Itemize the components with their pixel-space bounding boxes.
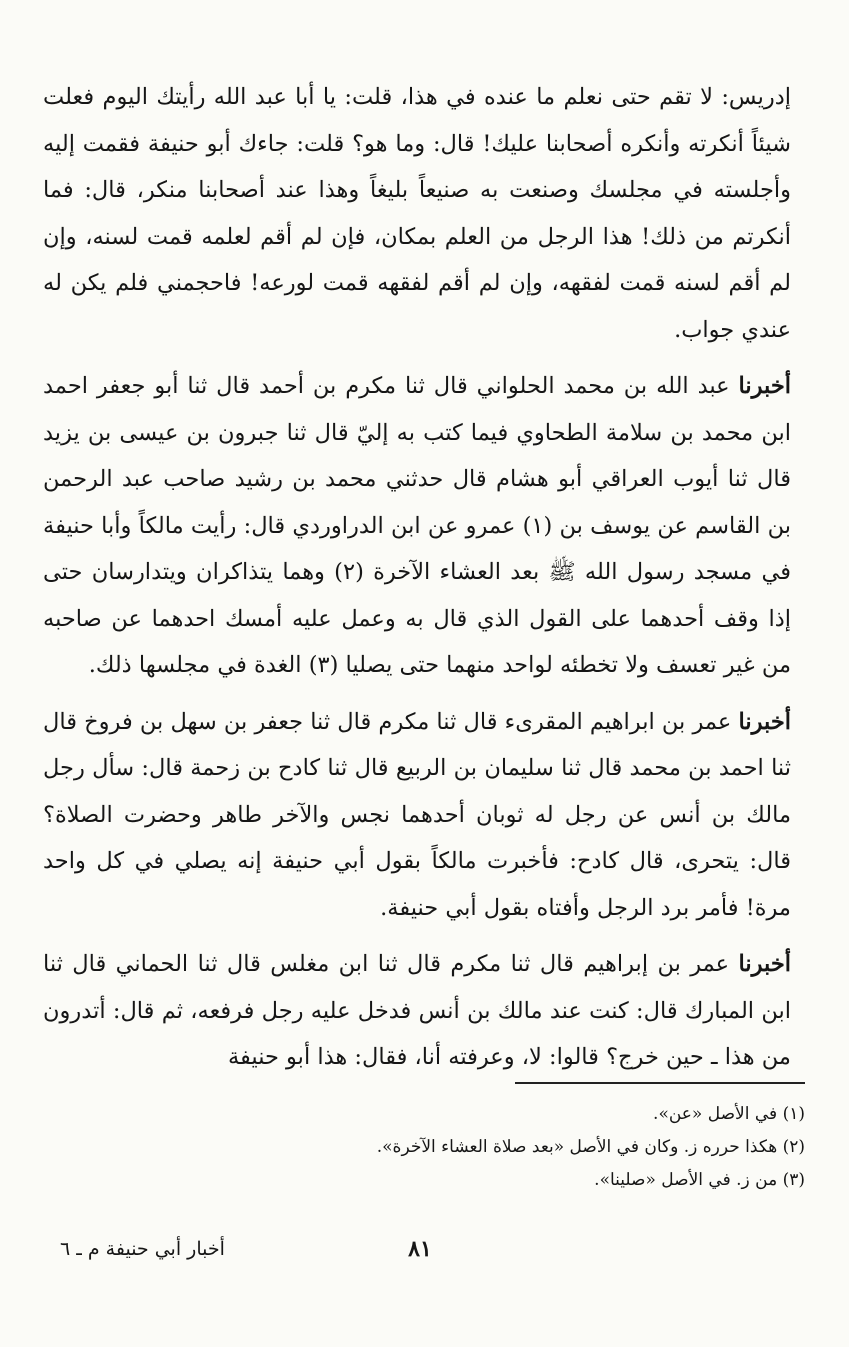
paragraph-lead: أخبرنا (738, 951, 791, 977)
running-title: أخبار أبي حنيفة م ـ ٦ (60, 1238, 225, 1260)
paragraph-body: عمر بن إبراهيم قال ثنا مكرم قال ثنا ابن مغلس قال ثنا الحماني قال ثنا ابن المبارك قال: كنت عند مالك بن أنس فدخل عليه رجل فرفعه، ثم قال: أتدرون من هذا ـ حين خرج؟ قالوا: لا، وعرفته أنا، فقال: هذا أبو حنيفة (43, 951, 791, 1070)
paragraph-4 (43, 941, 791, 1081)
paragraph-lead: أخبرنا (738, 373, 791, 399)
paragraph-body: عمر بن ابراهيم المقرىء قال ثنا مكرم قال ثنا جعفر بن سهل بن فروخ قال ثنا احمد بن محمد قال ثنا سليمان بن الربيع قال ثنا كادح بن زحمة قال: سأل رجل مالك بن أنس عن رجل له ثوبان أحدهما نجس والآخر طاهر وحضرت الصلاة؟ قال: يتحرى، قال كادح: فأخبرت مالكاً بقول أبي حنيفة إنه يصلي في كل واحد مرة! فأمر برد الرجل وأفتاه بقول أبي حنيفة. (43, 708, 791, 921)
footnote-3: (٣) من ز. في الأصل «صلينا». (594, 1170, 805, 1190)
paragraph-1 (43, 74, 791, 353)
footnote-divider (515, 1082, 805, 1084)
paragraph-2 (43, 363, 791, 689)
paragraph-body: إدريس: لا تقم حتى نعلم ما عنده في هذا، قلت: يا أبا عبد الله رأيتك اليوم فعلت شيئاً أنكرته وأنكره أصحابنا عليك! قال: وما هو؟ قلت: جاءك أبو حنيفة فقمت إليه وأجلسته في مجلسك وصنعت به صنيعاً بليغاً وهذا عند أصحابنا منكر، قال: فما أنكرتم من ذلك! هذا الرجل من العلم بمكان، فإن لم أقم لعلمه قمت لسنه، وإن لم أقم لسنه قمت لفقهه، وإن لم أقم لفقهه قمت لورعه! فاحجمني فلم يكن له عندي جواب. (43, 84, 791, 343)
paragraph-body: عبد الله بن محمد الحلواني قال ثنا مكرم بن أحمد قال ثنا أبو جعفر احمد ابن محمد بن سلامة الطحاوي فيما كتب به إليّ قال ثنا جبرون بن عيسى بن يزيد قال ثنا أيوب العراقي أبو هشام قال حدثني محمد بن رشيد صاحب عبد الرحمن بن القاسم عن يوسف بن (١) عمرو عن ابن الدراوردي قال: رأيت مالكاً وأبا حنيفة في مسجد رسول الله ﷺ بعد العشاء الآخرة (٢) وهما يتذاكران ويتدارسان حتى إذا وقف أحدهما على القول الذي قال به وعمل عليه أمسك احدهما عن صاحبه من غير تعسف ولا تخطئه لواحد منهما حتى يصليا (٣) الغدة في مجلسها ذلك. (43, 373, 792, 678)
footnote-2: (٢) هكذا حرره ز. وكان في الأصل «بعد صلاة العشاء الآخرة». (376, 1137, 805, 1157)
paragraph-3 (43, 699, 791, 932)
footnote-1: (١) في الأصل «عن». (653, 1104, 805, 1124)
page-number: ٨١ (408, 1236, 432, 1262)
footnotes (205, 1098, 805, 1197)
paragraph-lead: أخبرنا (738, 708, 791, 735)
main-text (43, 74, 791, 1091)
